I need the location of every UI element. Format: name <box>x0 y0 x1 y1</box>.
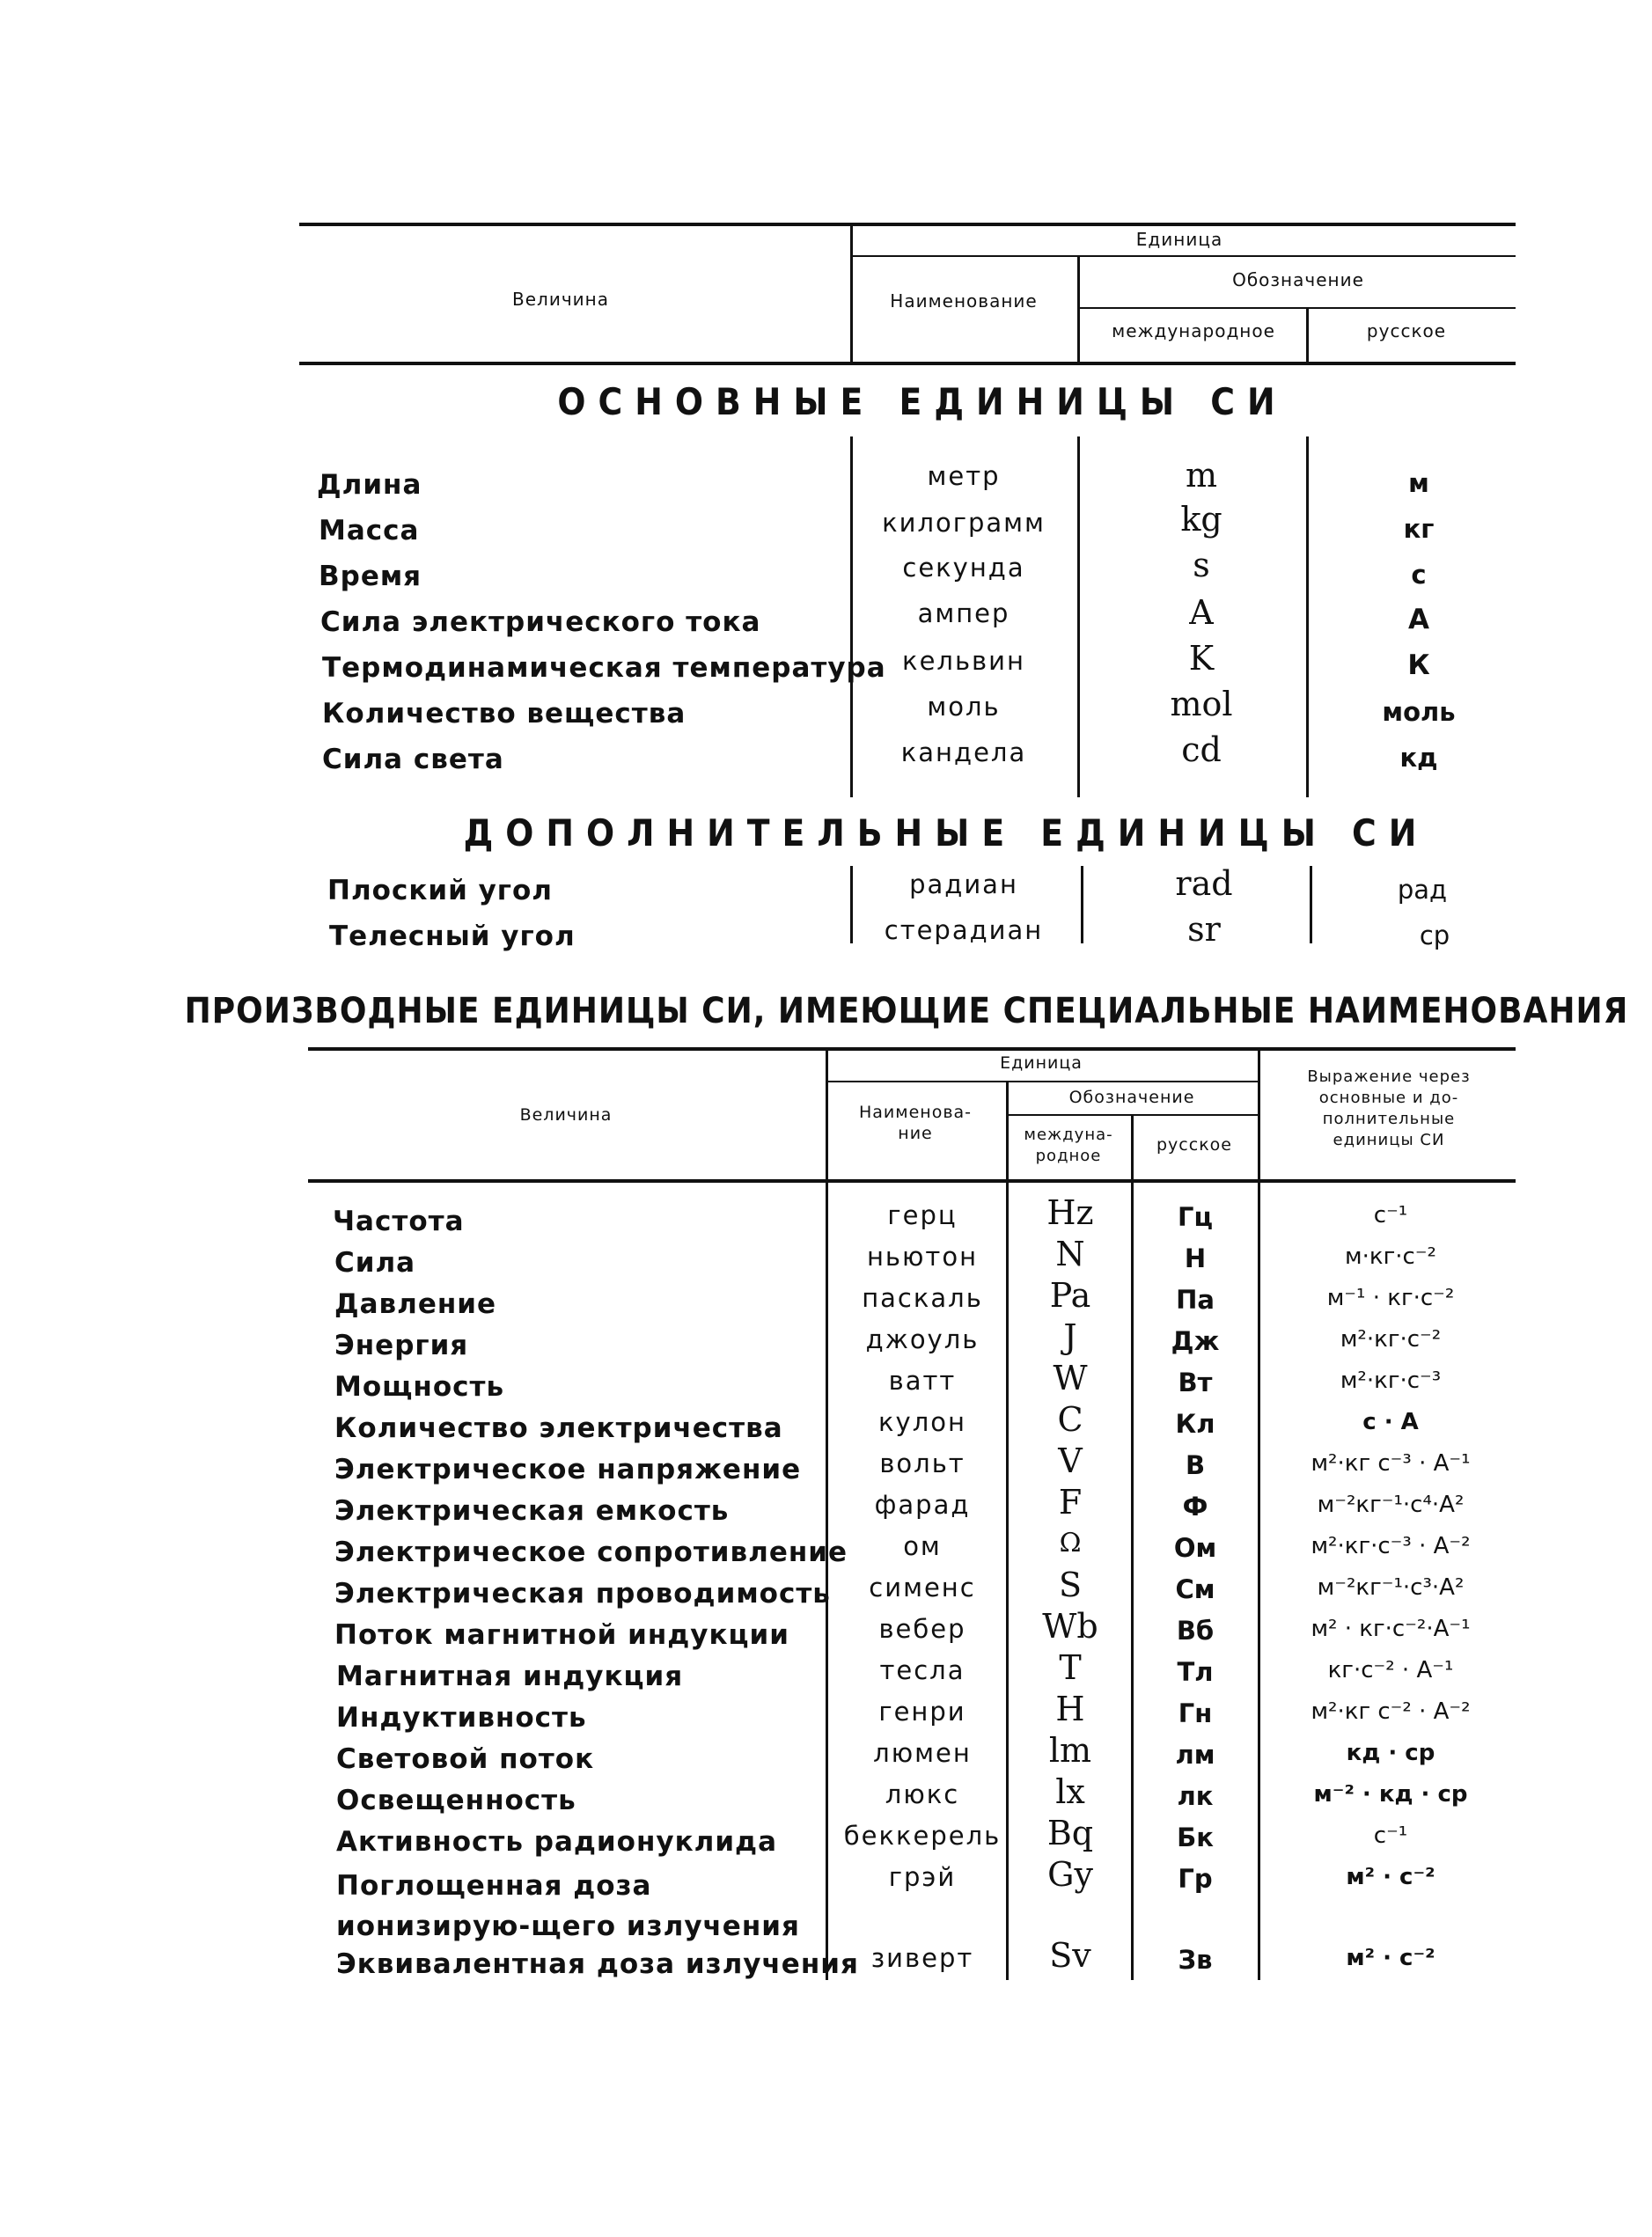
unit-rus-symbol: Зв <box>1178 1945 1213 1975</box>
column-divider <box>1077 436 1080 797</box>
column-divider <box>1006 1183 1009 1980</box>
unit-name: кельвин <box>902 646 1025 676</box>
unit-expression: м⁻²кг⁻¹·с⁴·А² <box>1317 1492 1465 1518</box>
table-row-quantity: Масса <box>319 515 420 546</box>
unit-expression: м·кг·с⁻² <box>1345 1243 1436 1270</box>
unit-expression: м⁻²кг⁻¹·с³·А² <box>1317 1574 1465 1601</box>
unit-rus-symbol: Н <box>1184 1243 1207 1273</box>
table1-divider <box>1077 307 1516 309</box>
table-row-quantity: Сила света <box>322 744 504 775</box>
table-row-quantity: Электрическое напряжение <box>334 1454 802 1485</box>
unit-name: генри <box>878 1697 966 1727</box>
table1-header-russian: русское <box>1366 320 1447 341</box>
unit-name: фарад <box>874 1490 971 1520</box>
unit-expression: с⁻¹ <box>1373 1823 1408 1849</box>
column-divider <box>1131 1183 1134 1980</box>
unit-name: грэй <box>888 1862 957 1892</box>
table2-header-designation: Обозначение <box>1068 1088 1195 1107</box>
unit-rus-symbol: Кл <box>1175 1409 1215 1439</box>
unit-name: кулон <box>878 1407 966 1437</box>
unit-expression: м² · кг·с⁻²·А⁻¹ <box>1311 1616 1471 1642</box>
table-row-quantity: Сила <box>334 1247 416 1279</box>
table-row-quantity: Количество электричества <box>334 1412 783 1444</box>
unit-rus-symbol: К <box>1407 649 1430 681</box>
unit-expression: м²·кг·с⁻³ · А⁻² <box>1311 1533 1471 1559</box>
unit-intl-symbol: kg <box>1180 500 1222 539</box>
unit-name: вебер <box>878 1614 966 1644</box>
unit-name: люмен <box>873 1738 972 1768</box>
table-row-quantity: Магнитная индукция <box>336 1661 684 1692</box>
table-row-quantity: Частота <box>333 1206 465 1237</box>
unit-intl-symbol: T <box>1059 1648 1082 1687</box>
unit-intl-symbol: A <box>1189 593 1214 632</box>
unit-expression: м²·кг с⁻² · А⁻² <box>1311 1698 1471 1725</box>
table2-header-bottom-rule <box>308 1179 1516 1183</box>
table-row-quantity: Длина <box>317 469 422 501</box>
table2-divider <box>1258 1047 1260 1179</box>
unit-rus-symbol: Бк <box>1177 1823 1214 1852</box>
unit-name: радиан <box>909 869 1018 899</box>
unit-expression: с · А <box>1362 1409 1419 1435</box>
unit-intl-symbol: Bq <box>1046 1814 1094 1852</box>
unit-name: люкс <box>885 1779 960 1809</box>
unit-name: секунда <box>902 553 1025 583</box>
table-row-quantity: Световой поток <box>336 1743 595 1775</box>
unit-rus-symbol: Тл <box>1177 1657 1214 1687</box>
unit-rus-symbol: ср <box>1419 920 1450 950</box>
unit-rus-symbol: с <box>1411 560 1427 590</box>
unit-rus-symbol: Гц <box>1178 1202 1213 1232</box>
unit-name: стерадиан <box>884 915 1044 945</box>
unit-intl-symbol: lx <box>1055 1772 1085 1811</box>
unit-expression: м²·кг·с⁻² <box>1340 1326 1442 1353</box>
unit-rus-symbol: Вб <box>1176 1616 1215 1646</box>
table-row-quantity: Активность радионуклида <box>336 1826 778 1858</box>
unit-intl-symbol: V <box>1058 1441 1083 1480</box>
unit-rus-symbol: Гн <box>1178 1698 1213 1728</box>
unit-expression: м²·кг с⁻³ · А⁻¹ <box>1311 1450 1471 1477</box>
table-row-quantity: Энергия <box>334 1330 469 1361</box>
unit-rus-symbol: А <box>1408 604 1429 635</box>
unit-rus-symbol: кг <box>1403 514 1435 544</box>
unit-name: тесла <box>879 1655 966 1685</box>
table2-header-quantity: Величина <box>519 1105 613 1125</box>
unit-name: кандела <box>900 737 1027 767</box>
unit-intl-symbol: C <box>1057 1400 1083 1439</box>
column-divider <box>1310 866 1312 943</box>
table2-header-unit: Единица <box>1000 1053 1083 1073</box>
table1-top-rule <box>299 223 1516 226</box>
unit-name: вольт <box>879 1449 966 1478</box>
unit-intl-symbol: lm <box>1048 1731 1092 1770</box>
column-divider <box>1081 866 1083 943</box>
supplementary-units-title: ДОПОЛНИТЕЛЬНЫЕ ЕДИНИЦЫ СИ <box>463 811 1429 854</box>
unit-intl-symbol: Hz <box>1046 1193 1094 1232</box>
table2-divider <box>1131 1114 1134 1179</box>
base-units-title: ОСНОВНЫЕ ЕДИНИЦЫ СИ <box>557 380 1288 423</box>
table2-header-expression: Выражение через основные и до-полнительные единицы СИ <box>1307 1067 1471 1149</box>
table-row-quantity: Электрическая емкость <box>334 1495 730 1527</box>
unit-expression: м⁻¹ · кг·с⁻² <box>1326 1285 1455 1311</box>
unit-intl-symbol: W <box>1053 1359 1088 1397</box>
unit-name: метр <box>927 461 1001 491</box>
table2-header-name: Наименова-ние <box>858 1103 973 1143</box>
table1-divider <box>1306 307 1309 362</box>
table2-divider <box>826 1081 1258 1082</box>
unit-rus-symbol: кд <box>1399 743 1438 773</box>
unit-rus-symbol: Гр <box>1178 1864 1213 1894</box>
table-row-quantity: Сила электрического тока <box>320 606 761 638</box>
table1-header-designation: Обозначение <box>1232 269 1364 290</box>
column-divider <box>850 436 853 797</box>
table-row-quantity: Телесный угол <box>329 920 576 952</box>
table1-header-name: Наименование <box>890 290 1038 312</box>
unit-expression: с⁻¹ <box>1373 1202 1408 1229</box>
table1-header-quantity: Величина <box>512 289 609 310</box>
unit-rus-symbol: В <box>1185 1450 1206 1480</box>
unit-intl-symbol: N <box>1055 1235 1085 1273</box>
unit-rus-symbol: лк <box>1177 1781 1214 1811</box>
derived-units-title: ПРОИЗВОДНЫЕ ЕДИНИЦЫ СИ, ИМЕЮЩИЕ СПЕЦИАЛЬНЫЕ НАИМЕНОВАНИЯ <box>184 991 1629 1031</box>
unit-name: сименс <box>869 1573 976 1603</box>
unit-name: моль <box>927 692 1001 722</box>
unit-intl-symbol: mol <box>1170 685 1233 723</box>
unit-intl-symbol: Gy <box>1047 1855 1093 1894</box>
unit-intl-symbol: cd <box>1181 730 1222 769</box>
unit-rus-symbol: лм <box>1175 1740 1215 1770</box>
unit-expression: м²·кг·с⁻³ <box>1340 1368 1442 1394</box>
unit-intl-symbol: S <box>1058 1566 1083 1604</box>
unit-name: беккерель <box>843 1821 1002 1851</box>
table2-divider <box>1006 1081 1009 1179</box>
unit-intl-symbol: s <box>1193 546 1210 584</box>
unit-intl-symbol: Wb <box>1042 1607 1098 1646</box>
unit-expression: кг·с⁻² · А⁻¹ <box>1327 1657 1454 1683</box>
table2-top-rule <box>308 1047 1516 1051</box>
table2-header-international: междуна-родное <box>1024 1126 1113 1165</box>
unit-intl-symbol: sr <box>1187 910 1221 949</box>
table-row-quantity: Поглощенная доза ионизирую-щего излучения <box>336 1870 800 1942</box>
column-divider <box>850 866 853 943</box>
column-divider <box>1306 436 1309 797</box>
unit-rus-symbol: Па <box>1176 1285 1215 1315</box>
unit-name: паскаль <box>862 1283 983 1313</box>
unit-name: ватт <box>888 1366 957 1396</box>
unit-rus-symbol: Вт <box>1178 1368 1213 1397</box>
table-row-quantity: Время <box>319 561 422 592</box>
table2-divider <box>826 1047 828 1179</box>
table1-bottom-rule <box>299 362 1516 365</box>
unit-rus-symbol: Ом <box>1173 1533 1217 1563</box>
table-row-quantity: Освещенность <box>336 1785 576 1816</box>
unit-intl-symbol: rad <box>1175 864 1233 903</box>
column-divider <box>1258 1183 1260 1980</box>
unit-intl-symbol: H <box>1055 1690 1085 1728</box>
unit-rus-symbol: рад <box>1397 875 1448 905</box>
unit-rus-symbol: См <box>1175 1574 1215 1604</box>
table-row-quantity: Электрическое сопротивление <box>334 1537 848 1568</box>
table1-header-international: международное <box>1112 320 1275 341</box>
unit-expression: кд · ср <box>1346 1740 1435 1766</box>
table-row-quantity: Мощность <box>334 1371 505 1403</box>
table-row-quantity: Поток магнитной индукции <box>334 1619 789 1651</box>
unit-expression: м² · с⁻² <box>1346 1945 1435 1971</box>
unit-expression: м⁻² · кд · ср <box>1313 1781 1468 1808</box>
table2-header-russian: русское <box>1156 1135 1232 1155</box>
unit-rus-symbol: Ф <box>1182 1492 1208 1522</box>
unit-name: килограмм <box>882 508 1046 538</box>
unit-intl-symbol: m <box>1185 456 1218 495</box>
unit-name: ампер <box>917 598 1010 628</box>
table1-divider <box>850 223 853 362</box>
table-row-quantity: Плоский угол <box>327 875 554 906</box>
unit-name: зиверт <box>870 1943 974 1973</box>
table1-divider <box>850 255 1516 257</box>
table-row-quantity: Эквивалентная доза излучения <box>336 1948 859 1980</box>
unit-intl-symbol: Sv <box>1049 1936 1091 1975</box>
unit-intl-symbol: Pa <box>1049 1276 1091 1315</box>
unit-intl-symbol: F <box>1058 1483 1083 1522</box>
unit-intl-symbol: Ω <box>1059 1528 1082 1559</box>
unit-expression: м² · с⁻² <box>1346 1864 1435 1890</box>
table-row-quantity: Электрическая проводимость <box>334 1578 831 1610</box>
table-row-quantity: Термодинамическая температура <box>322 652 886 684</box>
unit-rus-symbol: моль <box>1382 697 1456 727</box>
unit-name: ньютон <box>866 1242 979 1272</box>
unit-rus-symbol: м <box>1408 468 1429 498</box>
unit-rus-symbol: Дж <box>1171 1326 1220 1356</box>
table-row-quantity: Давление <box>334 1288 497 1320</box>
table-row-quantity: Количество вещества <box>322 698 686 730</box>
unit-intl-symbol: K <box>1188 639 1215 678</box>
unit-intl-symbol: J <box>1063 1317 1077 1356</box>
unit-name: герц <box>887 1200 958 1230</box>
unit-name: ом <box>903 1531 942 1561</box>
table1-header-unit: Единица <box>1135 229 1223 250</box>
table-row-quantity: Индуктивность <box>336 1702 587 1734</box>
unit-name: джоуль <box>865 1324 980 1354</box>
